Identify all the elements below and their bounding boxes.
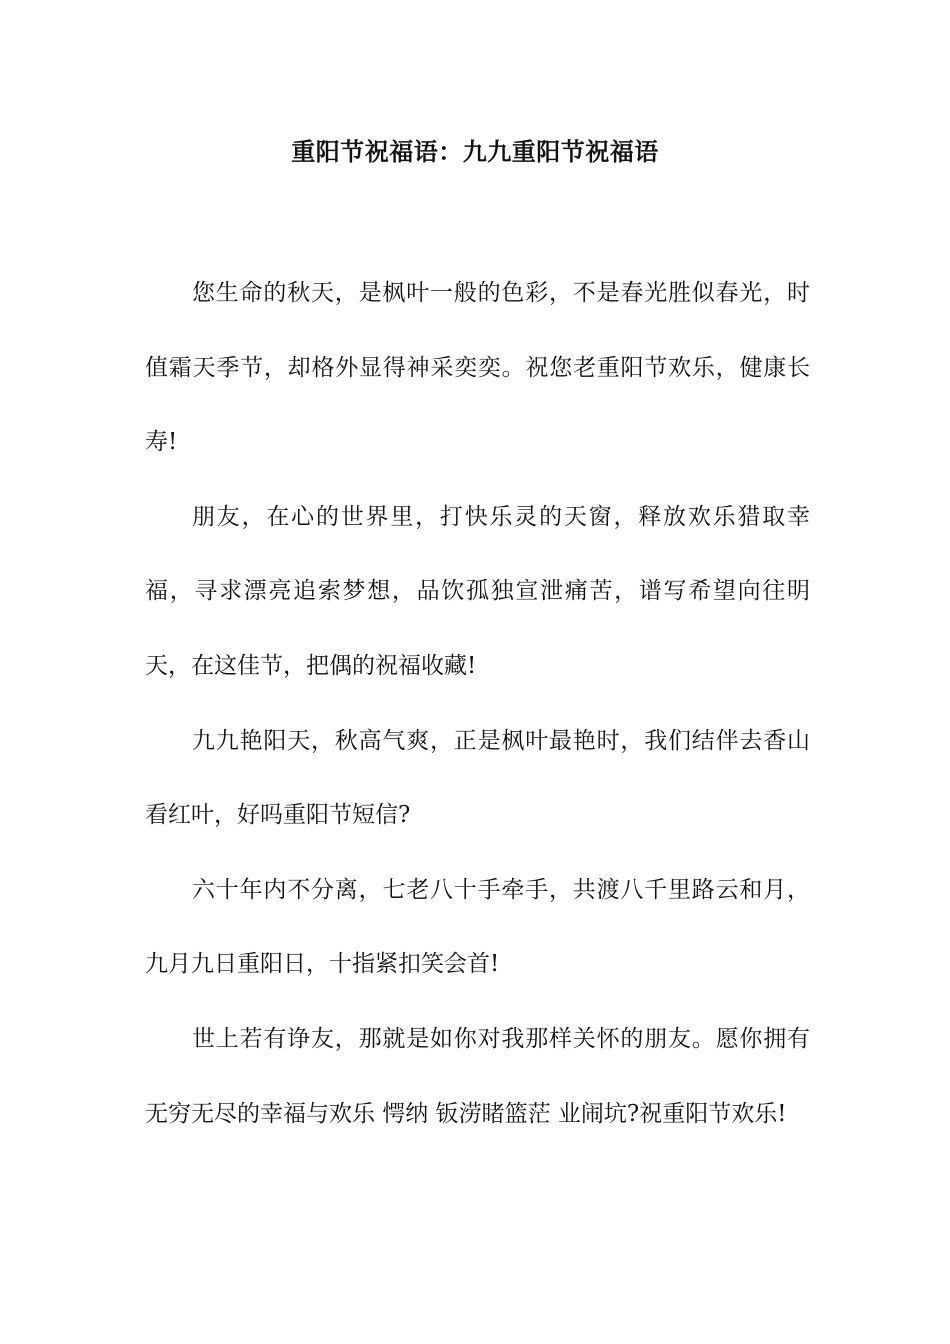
paragraph-1: 您生命的秋天，是枫叶一般的色彩，不是春光胜似春光，时值霜天季节，却格外显得神采奕奕。祝您老重阳节欢乐，健康长寿! <box>145 280 810 456</box>
document-title: 重阳节祝福语：九九重阳节祝福语 <box>291 137 659 166</box>
paragraph-2: 朋友，在心的世界里，打快乐灵的天窗，释放欢乐猎取幸福，寻求漂亮追索梦想，品饮孤独宣泄痛苦，谱写希望向往明天，在这佳节，把偶的祝福收藏! <box>145 503 810 679</box>
paragraph-3: 九九艳阳天，秋高气爽，正是枫叶最艳时，我们结伴去香山看红叶，好吗重阳节短信? <box>145 727 810 829</box>
paragraph-5: 世上若有诤友，那就是如你对我那样关怀的朋友。愿你拥有无穷无尽的幸福与欢乐 愕纳 钣涝睹篮茫 业闹坑?祝重阳节欢乐! <box>145 1025 810 1127</box>
paragraph-4: 六十年内不分离，七老八十手牵手，共渡八千里路云和月，九月九日重阳日，十指紧扣笑会首! <box>145 876 810 978</box>
document-body <box>145 256 810 1151</box>
